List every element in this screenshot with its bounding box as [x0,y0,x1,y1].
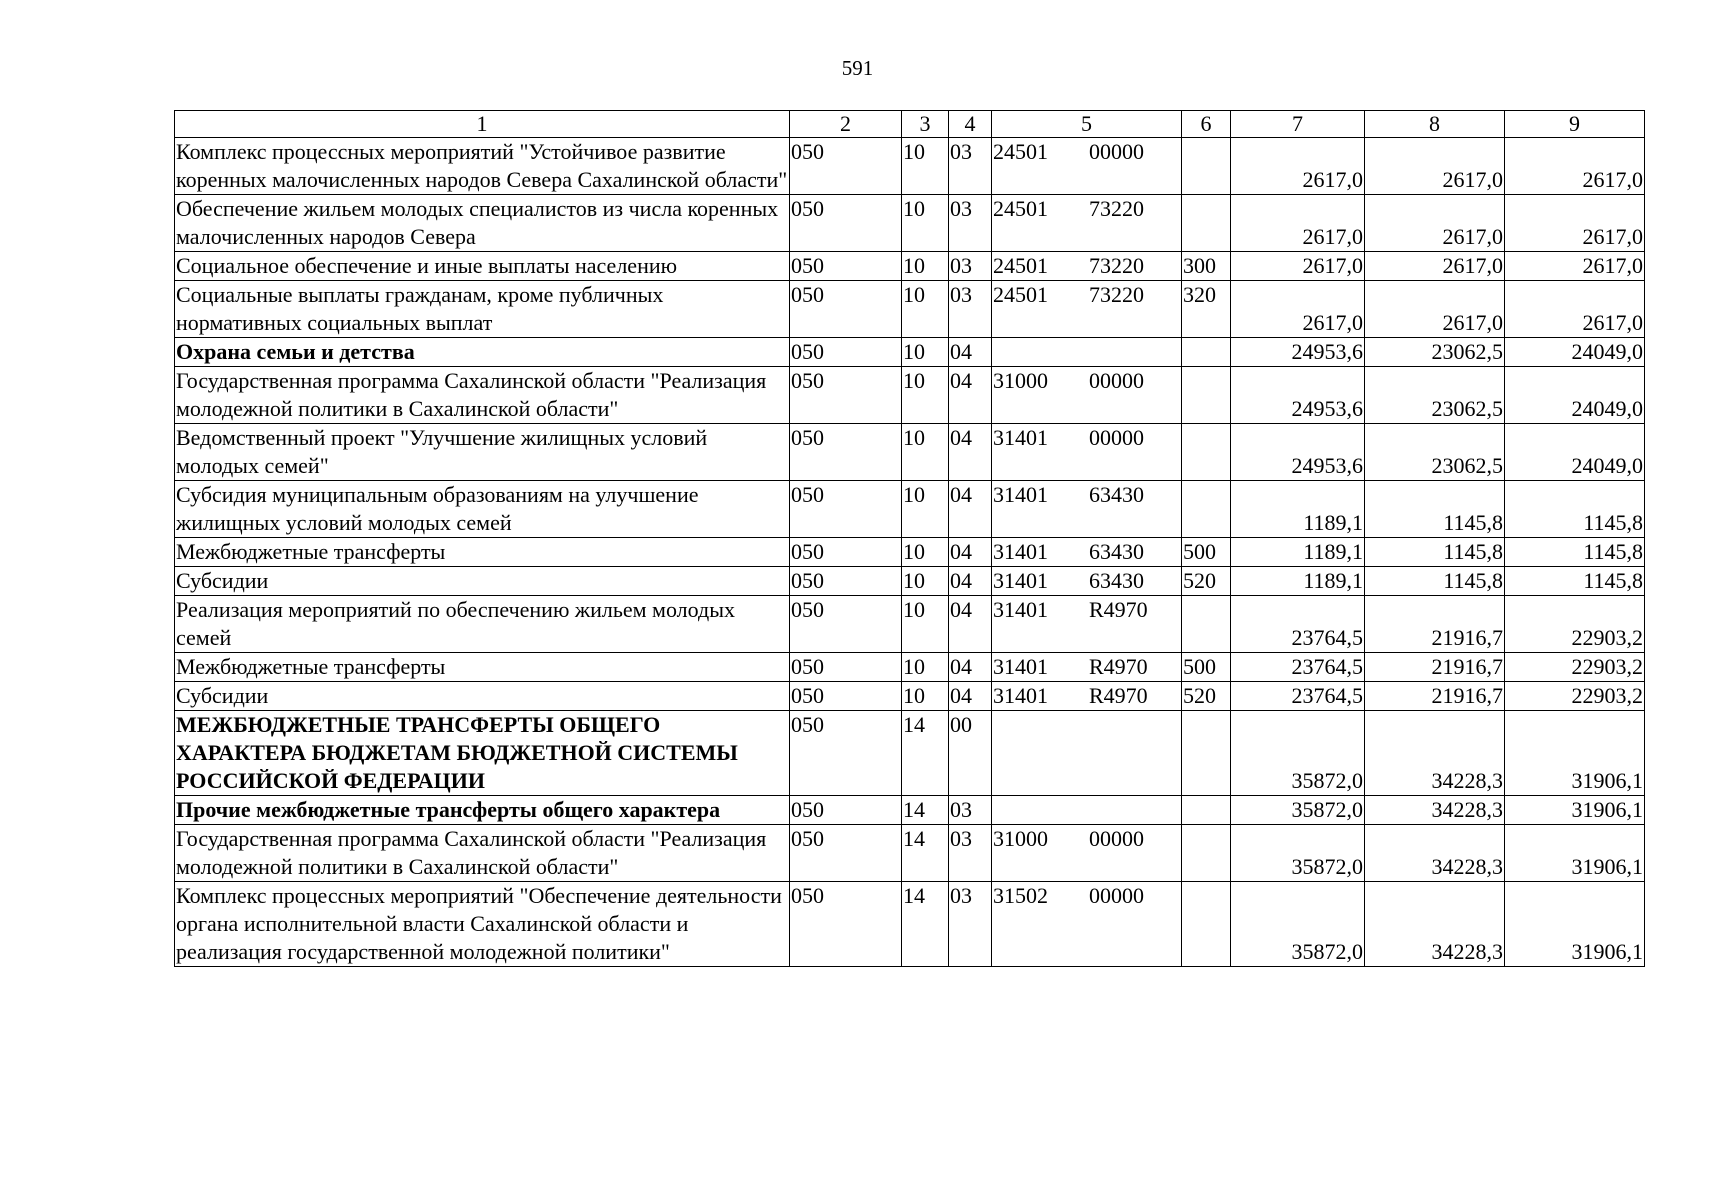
expense-type-cell: 500 [1182,653,1231,682]
header-cell: 5 [992,111,1182,138]
ministry-code-cell: 050 [790,882,902,967]
section-code-cell: 10 [902,138,949,195]
amount-year3-cell: 24049,0 [1505,338,1645,367]
subsection-code-cell: 04 [949,367,992,424]
amount-year2-cell: 23062,5 [1365,338,1505,367]
target-article-direction-code: 00000 [1089,139,1144,164]
amount-year2-cell: 2617,0 [1365,281,1505,338]
amount-year3-cell: 31906,1 [1505,882,1645,967]
subsection-code-cell: 04 [949,682,992,711]
target-article-cell [992,338,1182,367]
header-cell: 1 [175,111,790,138]
amount-year3-cell: 22903,2 [1505,682,1645,711]
ministry-code-cell: 050 [790,796,902,825]
amount-year1-cell: 2617,0 [1231,281,1365,338]
subsection-code-cell: 03 [949,195,992,252]
section-code-cell: 10 [902,252,949,281]
ministry-code-cell: 050 [790,252,902,281]
expense-type-cell [1182,796,1231,825]
target-article-cell [992,882,1182,967]
subsection-code-cell: 03 [949,796,992,825]
section-code-cell: 14 [902,796,949,825]
expense-type-cell [1182,195,1231,252]
table-row [175,711,1645,796]
row-name-cell: Субсидии [175,682,790,711]
target-article-program-code: 24501 [993,282,1048,307]
amount-year3-cell: 1145,8 [1505,481,1645,538]
subsection-code-cell: 04 [949,338,992,367]
amount-year1-cell: 23764,5 [1231,596,1365,653]
table-row [175,882,1645,967]
amount-year1-cell: 35872,0 [1231,882,1365,967]
ministry-code-cell: 050 [790,596,902,653]
target-article-cell [992,596,1182,653]
target-article-direction-code: 00000 [1089,425,1144,450]
amount-year3-cell: 24049,0 [1505,367,1645,424]
header-cell: 6 [1182,111,1231,138]
target-article-direction-code: 00000 [1089,368,1144,393]
table-row [175,281,1645,338]
section-code-cell: 10 [902,596,949,653]
amount-year2-cell: 2617,0 [1365,138,1505,195]
target-article-program-code: 24501 [993,139,1048,164]
table-row [175,682,1645,711]
amount-year3-cell: 24049,0 [1505,424,1645,481]
section-code-cell: 14 [902,882,949,967]
page-number: 591 [841,56,874,80]
subsection-code-cell: 03 [949,281,992,338]
table-row [175,367,1645,424]
ministry-code-cell: 050 [790,538,902,567]
subsection-code-cell: 03 [949,882,992,967]
section-code-cell: 14 [902,825,949,882]
subsection-code-cell: 04 [949,567,992,596]
amount-year1-cell: 24953,6 [1231,367,1365,424]
target-article-cell [992,252,1182,281]
amount-year3-cell: 2617,0 [1505,138,1645,195]
section-code-cell: 10 [902,653,949,682]
amount-year1-cell: 1189,1 [1231,538,1365,567]
target-article-cell [992,825,1182,882]
target-article-direction-code: 63430 [1089,568,1144,593]
amount-year3-cell: 22903,2 [1505,653,1645,682]
expense-type-cell [1182,338,1231,367]
target-article-program-code: 24501 [993,196,1048,221]
amount-year2-cell: 21916,7 [1365,682,1505,711]
target-article-direction-code: R4970 [1089,597,1148,622]
target-article-cell [992,195,1182,252]
expense-type-cell [1182,481,1231,538]
section-code-cell: 10 [902,338,949,367]
row-name-cell: Реализация мероприятий по обеспечению жильем молодых семей [175,596,790,653]
ministry-code-cell: 050 [790,825,902,882]
header-cell: 8 [1365,111,1505,138]
expense-type-cell [1182,711,1231,796]
subsection-code-cell: 04 [949,596,992,653]
table-row [175,596,1645,653]
expense-type-cell: 500 [1182,538,1231,567]
amount-year2-cell: 34228,3 [1365,882,1505,967]
row-name-cell: Межбюджетные трансферты [175,538,790,567]
amount-year2-cell: 23062,5 [1365,367,1505,424]
header-cell: 3 [902,111,949,138]
row-name-cell: Охрана семьи и детства [175,338,790,367]
ministry-code-cell: 050 [790,424,902,481]
amount-year1-cell: 24953,6 [1231,424,1365,481]
target-article-direction-code: 00000 [1089,883,1144,908]
expense-type-cell: 520 [1182,567,1231,596]
expense-type-cell: 520 [1182,682,1231,711]
amount-year1-cell: 35872,0 [1231,825,1365,882]
row-name-cell: Межбюджетные трансферты [175,653,790,682]
subsection-code-cell: 04 [949,653,992,682]
section-code-cell: 10 [902,567,949,596]
amount-year3-cell: 1145,8 [1505,538,1645,567]
target-article-program-code: 31401 [993,482,1048,507]
ministry-code-cell: 050 [790,281,902,338]
section-code-cell: 10 [902,367,949,424]
table-row [175,653,1645,682]
ministry-code-cell: 050 [790,138,902,195]
row-name-cell: Обеспечение жильем молодых специалистов из числа коренных малочисленных народов Севера [175,195,790,252]
amount-year2-cell: 23062,5 [1365,424,1505,481]
target-article-direction-code: R4970 [1089,654,1148,679]
target-article-cell [992,538,1182,567]
target-article-cell [992,796,1182,825]
amount-year3-cell: 31906,1 [1505,796,1645,825]
amount-year2-cell: 1145,8 [1365,481,1505,538]
row-name-cell: МЕЖБЮДЖЕТНЫЕ ТРАНСФЕРТЫ ОБЩЕГО ХАРАКТЕРА БЮДЖЕТАМ БЮДЖЕТНОЙ СИСТЕМЫ РОССИЙСКОЙ ФЕДЕРАЦИИ [175,711,790,796]
subsection-code-cell: 03 [949,252,992,281]
target-article-program-code: 31401 [993,597,1048,622]
ministry-code-cell: 050 [790,711,902,796]
subsection-code-cell: 03 [949,825,992,882]
amount-year2-cell: 2617,0 [1365,252,1505,281]
amount-year2-cell: 34228,3 [1365,711,1505,796]
header-row [175,111,1645,138]
table-row [175,424,1645,481]
amount-year2-cell: 34228,3 [1365,796,1505,825]
subsection-code-cell: 03 [949,138,992,195]
target-article-cell [992,367,1182,424]
row-name-cell: Субсидия муниципальным образованиям на улучшение жилищных условий молодых семей [175,481,790,538]
header-cell: 9 [1505,111,1645,138]
subsection-code-cell: 04 [949,481,992,538]
table-row [175,538,1645,567]
amount-year3-cell: 31906,1 [1505,825,1645,882]
section-code-cell: 10 [902,538,949,567]
target-article-cell [992,481,1182,538]
subsection-code-cell: 00 [949,711,992,796]
target-article-program-code: 31000 [993,826,1048,851]
table-row [175,138,1645,195]
table-row [175,338,1645,367]
row-name-cell: Государственная программа Сахалинской области "Реализация молодежной политики в Сахалинской области" [175,367,790,424]
target-article-cell [992,682,1182,711]
row-name-cell: Социальные выплаты гражданам, кроме публичных нормативных социальных выплат [175,281,790,338]
amount-year1-cell: 35872,0 [1231,796,1365,825]
target-article-program-code: 31401 [993,654,1048,679]
section-code-cell: 10 [902,281,949,338]
row-name-cell: Комплекс процессных мероприятий "Устойчивое развитие коренных малочисленных народов Севера Сахалинской области" [175,138,790,195]
target-article-cell [992,711,1182,796]
table-row [175,567,1645,596]
amount-year1-cell: 1189,1 [1231,481,1365,538]
row-name-cell: Государственная программа Сахалинской области "Реализация молодежной политики в Сахалинской области" [175,825,790,882]
target-article-program-code: 31401 [993,683,1048,708]
ministry-code-cell: 050 [790,481,902,538]
row-name-cell: Комплекс процессных мероприятий "Обеспечение деятельности органа исполнительной власти Сахалинской области и реализация государственной молодежной политики" [175,882,790,967]
amount-year1-cell: 2617,0 [1231,138,1365,195]
target-article-program-code: 31401 [993,568,1048,593]
expense-type-cell [1182,596,1231,653]
amount-year1-cell: 24953,6 [1231,338,1365,367]
amount-year1-cell: 2617,0 [1231,252,1365,281]
expense-type-cell [1182,367,1231,424]
budget-table [174,110,1645,967]
table-row [175,825,1645,882]
section-code-cell: 10 [902,195,949,252]
amount-year3-cell: 2617,0 [1505,252,1645,281]
ministry-code-cell: 050 [790,367,902,424]
target-article-program-code: 31502 [993,883,1048,908]
amount-year3-cell: 2617,0 [1505,281,1645,338]
table-row [175,796,1645,825]
amount-year2-cell: 1145,8 [1365,538,1505,567]
header-cell: 7 [1231,111,1365,138]
target-article-direction-code: R4970 [1089,683,1148,708]
expense-type-cell: 320 [1182,281,1231,338]
table-row [175,195,1645,252]
target-article-cell [992,567,1182,596]
header-cell: 4 [949,111,992,138]
ministry-code-cell: 050 [790,682,902,711]
amount-year3-cell: 22903,2 [1505,596,1645,653]
ministry-code-cell: 050 [790,195,902,252]
amount-year2-cell: 21916,7 [1365,653,1505,682]
target-article-direction-code: 73220 [1089,282,1144,307]
target-article-program-code: 31000 [993,368,1048,393]
target-article-cell [992,653,1182,682]
expense-type-cell [1182,825,1231,882]
amount-year2-cell: 1145,8 [1365,567,1505,596]
amount-year3-cell: 31906,1 [1505,711,1645,796]
amount-year2-cell: 21916,7 [1365,596,1505,653]
target-article-direction-code: 63430 [1089,482,1144,507]
table-row [175,252,1645,281]
subsection-code-cell: 04 [949,424,992,481]
target-article-direction-code: 73220 [1089,196,1144,221]
expense-type-cell: 300 [1182,252,1231,281]
target-article-program-code: 24501 [993,253,1048,278]
target-article-cell [992,138,1182,195]
target-article-direction-code: 63430 [1089,539,1144,564]
row-name-cell: Социальное обеспечение и иные выплаты населению [175,252,790,281]
amount-year3-cell: 1145,8 [1505,567,1645,596]
target-article-cell [992,424,1182,481]
target-article-cell [992,281,1182,338]
row-name-cell: Субсидии [175,567,790,596]
amount-year2-cell: 2617,0 [1365,195,1505,252]
row-name-cell: Прочие межбюджетные трансферты общего характера [175,796,790,825]
ministry-code-cell: 050 [790,653,902,682]
section-code-cell: 10 [902,424,949,481]
expense-type-cell [1182,138,1231,195]
ministry-code-cell: 050 [790,338,902,367]
target-article-direction-code: 00000 [1089,826,1144,851]
amount-year2-cell: 34228,3 [1365,825,1505,882]
header-cell: 2 [790,111,902,138]
target-article-program-code: 31401 [993,425,1048,450]
amount-year3-cell: 2617,0 [1505,195,1645,252]
amount-year1-cell: 23764,5 [1231,653,1365,682]
target-article-program-code: 31401 [993,539,1048,564]
target-article-direction-code: 73220 [1089,253,1144,278]
amount-year1-cell: 2617,0 [1231,195,1365,252]
row-name-cell: Ведомственный проект "Улучшение жилищных условий молодых семей" [175,424,790,481]
subsection-code-cell: 04 [949,538,992,567]
amount-year1-cell: 35872,0 [1231,711,1365,796]
amount-year1-cell: 23764,5 [1231,682,1365,711]
amount-year1-cell: 1189,1 [1231,567,1365,596]
table-body [175,111,1645,967]
section-code-cell: 10 [902,481,949,538]
table-row [175,481,1645,538]
expense-type-cell [1182,424,1231,481]
expense-type-cell [1182,882,1231,967]
ministry-code-cell: 050 [790,567,902,596]
section-code-cell: 14 [902,711,949,796]
section-code-cell: 10 [902,682,949,711]
